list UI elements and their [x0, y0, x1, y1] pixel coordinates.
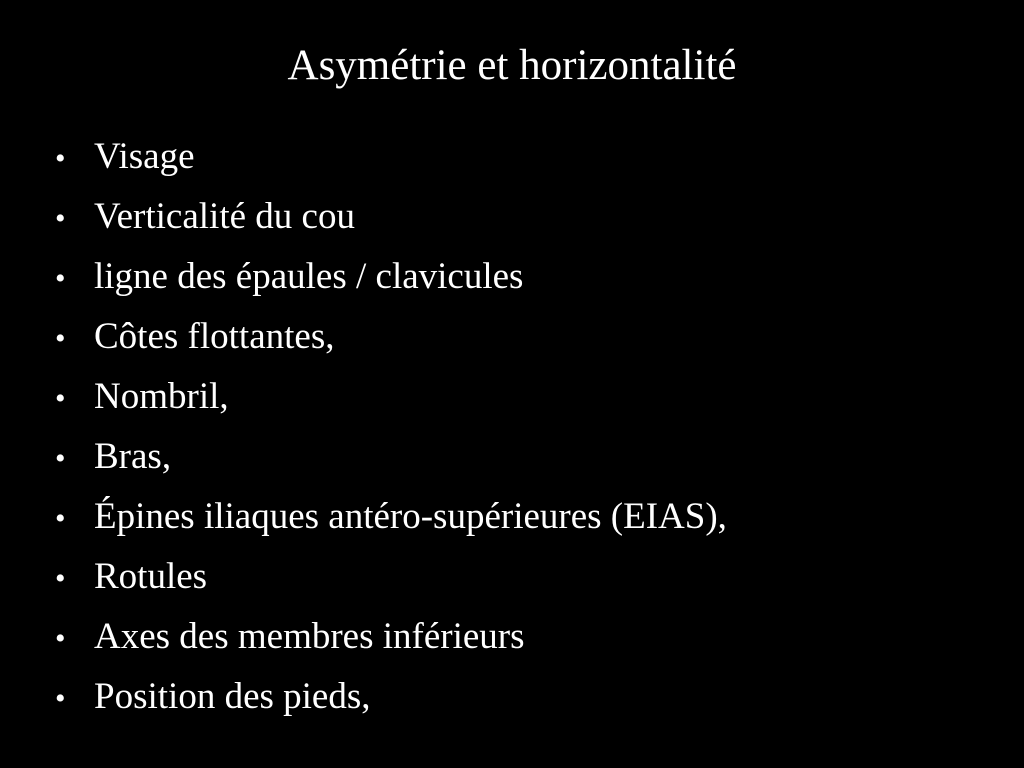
list-item [55, 427, 727, 487]
bullet-icon: • [55, 202, 66, 235]
list-item-text: Bras, [94, 436, 172, 477]
list-item [55, 247, 727, 307]
list-item-text: Verticalité du cou [94, 196, 355, 237]
list-item-text: Épines iliaques antéro-supérieures (EIAS), [94, 496, 727, 537]
list-item-text: Visage [94, 136, 195, 177]
list-item-text: Axes des membres inférieurs [94, 616, 525, 657]
slide-title: Asymétrie et horizontalité [287, 42, 737, 89]
list-item [55, 667, 727, 727]
list-item [55, 547, 727, 607]
list-item [55, 487, 727, 547]
list-item-text: Côtes flottantes, [94, 316, 335, 357]
list-item-text: Rotules [94, 556, 208, 597]
list-item [55, 607, 727, 667]
bullet-icon: • [55, 142, 66, 175]
bullet-icon: • [55, 322, 66, 355]
bullet-icon: • [55, 682, 66, 715]
list-item [55, 367, 727, 427]
bullet-icon: • [55, 382, 66, 415]
list-item [55, 307, 727, 367]
list-item-text: Position des pieds, [94, 676, 371, 717]
bullet-icon: • [55, 622, 66, 655]
bullet-icon: • [55, 562, 66, 595]
bullet-icon: • [55, 442, 66, 475]
bullet-icon: • [55, 262, 66, 295]
list-item [55, 127, 727, 187]
list-item-text: Nombril, [94, 376, 229, 417]
bullet-list [55, 127, 727, 727]
bullet-icon: • [55, 502, 66, 535]
list-item [55, 187, 727, 247]
list-item-text: ligne des épaules / clavicules [94, 256, 524, 297]
